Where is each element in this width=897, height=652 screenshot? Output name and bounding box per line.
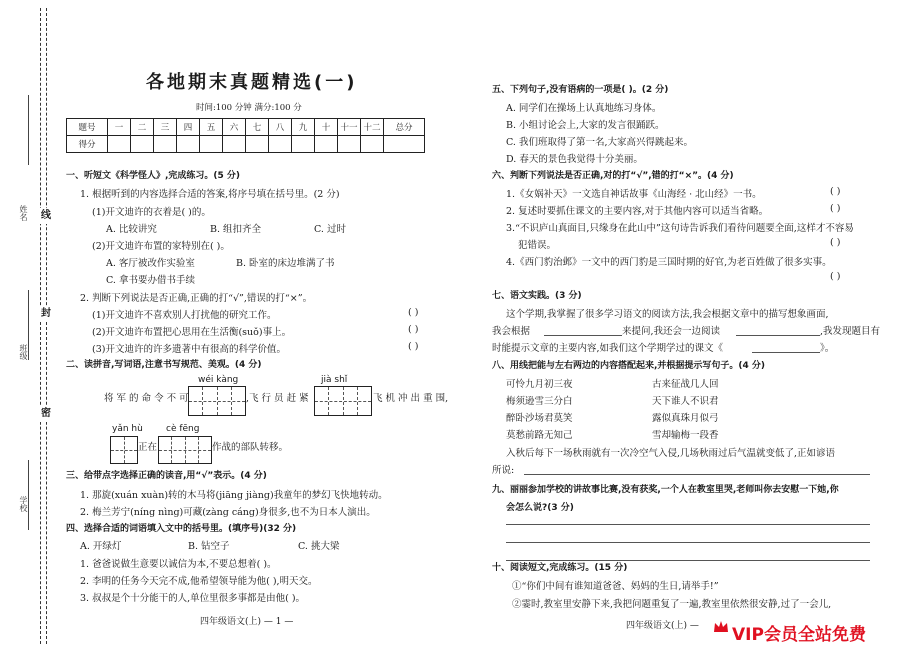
paragraph: 》。 — [820, 343, 835, 354]
page-footer: 四年级语文(上) — 1 — — [200, 617, 294, 627]
score-cell[interactable] — [246, 136, 269, 153]
question: 1. 那旋(xuán xuàn)转的木马将(jiāng jiàng)我童年的梦幻飞快地转动。 — [80, 490, 388, 501]
score-header-cell: 八 — [269, 119, 292, 136]
writing-grid[interactable] — [158, 436, 212, 464]
question: 2. 李明的任务今天完不成,他希望领导能为他( ),明天交。 — [80, 576, 318, 587]
score-cell[interactable] — [361, 136, 384, 153]
paragraph: 入秋后每下一场秋雨就有一次冷空气入侵,几场秋雨过后气温就变低了,正如谚语 — [506, 448, 836, 459]
score-header-cell: 七 — [246, 119, 269, 136]
option[interactable]: B. 卧室的床边堆满了书 — [236, 258, 335, 269]
score-header-cell: 九 — [292, 119, 315, 136]
fill-blank[interactable] — [524, 474, 870, 475]
score-header-cell: 三 — [154, 119, 177, 136]
option[interactable]: B. 小组讨论会上,大家的发言很踊跃。 — [506, 120, 665, 131]
score-header-cell: 十一 — [338, 119, 361, 136]
score-cell[interactable] — [200, 136, 223, 153]
section-1-heading: 一、听短文《科学怪人》,完成练习。(5 分) — [66, 171, 241, 181]
option[interactable]: A. 同学们在操场上认真地练习身体。 — [506, 103, 662, 114]
gutter-mark-seal: 封 — [38, 306, 54, 322]
section-5-heading: 五、下列句子,没有语病的一项是( )。(2 分) — [492, 85, 669, 95]
section-3-heading: 三、给带点字选择正确的读音,用“√”表示。(4 分) — [66, 471, 267, 481]
score-cell[interactable] — [384, 136, 425, 153]
fill-blank[interactable] — [736, 335, 820, 336]
score-header-cell: 一 — [108, 119, 131, 136]
name-line — [28, 95, 29, 165]
judge-item: (3)开文迪许的许多遗著中有很高的科学价值。 — [92, 344, 286, 355]
judge-item: 1.《女娲补天》一文选自神话故事《山海经 · 北山经》一书。 — [506, 189, 762, 200]
question: (1)开文迪许的衣着是( )的。 — [92, 207, 211, 218]
score-header-cell: 四 — [177, 119, 200, 136]
option[interactable]: B. 组扣齐全 — [210, 224, 262, 235]
section-10-heading: 十、阅读短文,完成练习。(15 分) — [492, 563, 628, 573]
answer-paren[interactable]: ( ) — [830, 237, 841, 248]
answer-paren[interactable]: ( ) — [830, 271, 841, 282]
gutter-cut-line — [46, 8, 47, 644]
match-left[interactable]: 醉卧沙场君莫笑 — [506, 413, 573, 424]
question: 1. 根据听到的内容选择合适的答案,将序号填在括号里。(2 分) — [80, 189, 340, 200]
question: 2. 判断下列说法是否正确,正确的打“√”,错误的打“×”。 — [80, 293, 313, 304]
score-header-cell: 十二 — [361, 119, 384, 136]
score-header-cell: 五 — [200, 119, 223, 136]
section-9-heading: 九、丽丽参加学校的讲故事比赛,没有获奖,一个人在教室里哭,老师叫你去安慰一下她,你 — [492, 485, 839, 495]
match-right[interactable]: 露似真珠月似弓 — [652, 413, 719, 424]
option[interactable]: C. 拿书要办借书手续 — [106, 275, 195, 286]
pinyin-label: jià shǐ — [321, 375, 348, 385]
score-cell[interactable] — [154, 136, 177, 153]
answer-paren[interactable]: ( ) — [408, 307, 419, 318]
score-header-cell: 六 — [223, 119, 246, 136]
paragraph: 时能提示文章的主要内容,如我们这个学期学过的课文《 — [492, 343, 724, 354]
fill-blank[interactable] — [544, 335, 622, 336]
option[interactable]: A. 客厅被改作实验室 — [106, 258, 195, 269]
gutter-mark-line: 线 — [38, 208, 54, 224]
section-4-heading: 四、选择合适的词语填入文中的括号里。(填序号)(32 分) — [66, 524, 297, 534]
score-cell[interactable] — [108, 136, 131, 153]
section-2-heading: 二、读拼音,写词语,注意书写规范、美观。(4 分) — [66, 360, 262, 370]
judge-item: (2)开文迪许布置把心思用在生活衡(suǒ)事上。 — [92, 327, 292, 338]
match-left[interactable]: 可怜九月初三夜 — [506, 379, 573, 390]
judge-item: 4.《西门豹治邺》一文中的西门豹是三国时期的好官,为老百姓做了很多实事。 — [506, 257, 832, 268]
match-left[interactable]: 梅须逊雪三分白 — [506, 396, 573, 407]
option: B. 钻空子 — [188, 541, 230, 552]
judge-item: (1)开文迪许不喜欢别人打扰他的研究工作。 — [92, 310, 277, 321]
question: 3. 叔叔是个十分能干的人,单位里很多事都是由他( )。 — [80, 593, 306, 604]
writing-grid[interactable] — [188, 386, 246, 416]
crown-icon — [712, 618, 730, 636]
vip-banner[interactable]: VIP会员全站免费 — [732, 625, 866, 645]
option: A. 开绿灯 — [80, 541, 122, 552]
option[interactable]: D. 春天的景色我觉得十分美丽。 — [506, 154, 643, 165]
answer-paren[interactable]: ( ) — [830, 186, 841, 197]
option[interactable]: C. 过时 — [314, 224, 346, 235]
answer-paren[interactable]: ( ) — [408, 341, 419, 352]
pinyin-label: wéi kàng — [198, 375, 239, 385]
answer-paren[interactable]: ( ) — [408, 324, 419, 335]
school-line — [28, 460, 29, 530]
school-label: 学校 — [19, 496, 28, 512]
paragraph: ②霎时,教室里安静下来,我把问题重复了一遍,教室里依然很安静,过了一会儿, — [512, 599, 832, 610]
score-header-cell: 总分 — [384, 119, 425, 136]
score-row-label: 得分 — [67, 136, 108, 153]
sentence-text: 正在 — [138, 442, 158, 453]
score-cell[interactable] — [131, 136, 154, 153]
paragraph: 我会根据 — [492, 326, 531, 337]
sentence-text: ,飞 行 员 赶 紧 — [246, 393, 309, 404]
writing-grid[interactable] — [110, 436, 138, 464]
question: (2)开文迪许布置的家特别在( )。 — [92, 241, 230, 252]
sentence-text: 飞 机 冲 出 重 围, — [373, 393, 449, 404]
match-right[interactable]: 雪却输梅一段香 — [652, 430, 719, 441]
gutter-cut-line-outer — [40, 8, 41, 644]
section-8-heading: 八、用线把能与左右两边的内容搭配起来,并根据提示写句子。(4 分) — [492, 361, 766, 371]
option[interactable]: C. 我们班取得了第一名,大家高兴得跳起来。 — [506, 137, 693, 148]
fill-blank[interactable] — [752, 352, 820, 353]
exam-info: 时间:100 分钟 满分:100 分 — [196, 103, 302, 113]
score-table — [66, 118, 425, 153]
score-cell[interactable] — [223, 136, 246, 153]
score-header-cell: 二 — [131, 119, 154, 136]
answer-line[interactable] — [506, 542, 870, 543]
score-cell[interactable] — [292, 136, 315, 153]
name-label: 姓名 — [19, 205, 28, 221]
paragraph: 这个学期,我掌握了很多学习语文的阅读方法,我会根据文章中的描写想象画面, — [506, 309, 829, 320]
section-9-heading-cont: 会怎么说?(3 分) — [506, 503, 574, 513]
paragraph: ,我发现题目有 — [820, 326, 881, 337]
paragraph: 所说: — [492, 465, 515, 476]
answer-line[interactable] — [506, 524, 870, 525]
question: 1. 爸爸说做生意要以诚信为本,不要总想着( )。 — [80, 559, 277, 570]
page-footer: 四年级语文(上) — — [626, 621, 699, 631]
page-title: 各地期末真题精选(一) — [146, 72, 358, 93]
match-right[interactable]: 古来征战几人回 — [652, 379, 719, 390]
judge-item: 犯错误。 — [518, 240, 557, 251]
score-header-cell: 十 — [315, 119, 338, 136]
pinyin-label: cè fēng — [166, 424, 200, 434]
score-cell[interactable] — [269, 136, 292, 153]
judge-item: 3.“不识庐山真面目,只缘身在此山中”这句诗告诉我们看待问题要全面,这样才不容易 — [506, 223, 854, 234]
gutter-mark-secret: 密 — [38, 406, 54, 422]
score-header-cell: 题号 — [67, 119, 108, 136]
sentence-text: 作战的部队转移。 — [212, 442, 289, 453]
answer-paren[interactable]: ( ) — [830, 203, 841, 214]
class-label: 班级 — [19, 344, 28, 360]
match-left[interactable]: 莫愁前路无知己 — [506, 430, 573, 441]
score-cell[interactable] — [315, 136, 338, 153]
section-7-heading: 七、语文实践。(3 分) — [492, 291, 582, 301]
score-cell[interactable] — [338, 136, 361, 153]
writing-grid[interactable] — [314, 386, 372, 416]
match-right[interactable]: 天下谁人不识君 — [652, 396, 719, 407]
score-cell[interactable] — [177, 136, 200, 153]
paragraph: ①“你们中间有谁知道爸爸、妈妈的生日,请举手!” — [512, 581, 719, 592]
paragraph: 来提问,我还会一边阅读 — [622, 326, 721, 337]
sentence-text: 将 军 的 命 令 不 可 — [104, 393, 189, 404]
option[interactable]: A. 比较讲究 — [106, 224, 157, 235]
judge-item: 2. 复述时要抓住课文的主要内容,对于其他内容可以适当省略。 — [506, 206, 769, 217]
pinyin-label: yǎn hù — [112, 424, 143, 434]
option: C. 挑大梁 — [298, 541, 340, 552]
question: 2. 梅兰芳宁(níng nìng)可藏(zàng cáng)身很多,也不为日本人演出。 — [80, 507, 376, 518]
section-6-heading: 六、判断下列说法是否正确,对的打“√”,错的打“×”。(4 分) — [492, 171, 734, 181]
